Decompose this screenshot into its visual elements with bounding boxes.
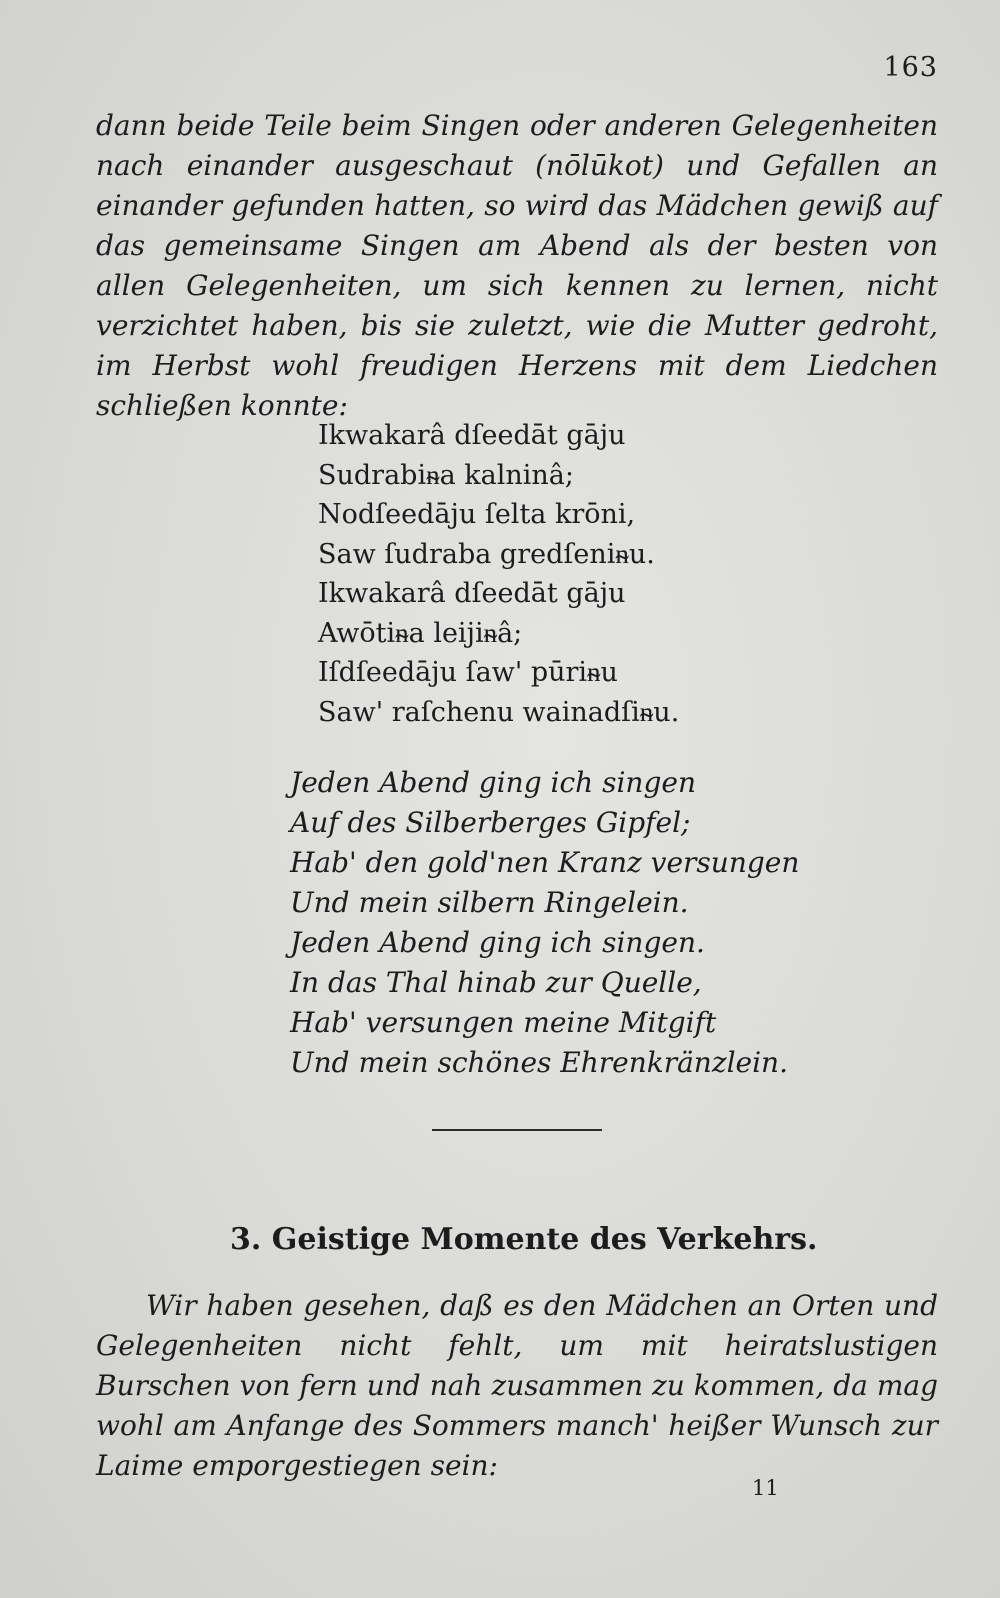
- verse-line: Nodſeedāju ſelta krōni,: [318, 499, 636, 530]
- signature-mark: 11: [752, 1476, 779, 1500]
- verse-line: In das Thal hinab zur Quelle,: [290, 966, 702, 999]
- verse-line: Hab' den gold'nen Kranz versungen: [290, 846, 800, 879]
- verse-line: Ikwakarâ dſeedāt gāju: [318, 578, 626, 609]
- verse-line: Hab' versungen meine Mitgift: [290, 1006, 717, 1039]
- verse-line: Jeden Abend ging ich singen: [290, 766, 696, 799]
- page-number: 163: [883, 52, 938, 83]
- latvian-verse: [318, 420, 679, 736]
- section-divider: [432, 1129, 602, 1131]
- verse-line: Sudrabiᵰa kalninâ;: [318, 459, 574, 491]
- paragraph-intro: dann beide Teile beim Singen oder anderen Gelegenheiten nach einander ausgeschaut (nōlūkot) und Gefallen an einander gefunden hatten, so wird das Mädchen gewiß auf das gemeinsame Singen am Abend als der besten von allen Gelegenheiten, um sich kennen zu lernen, nicht verzichtet haben, bis sie zuletzt, wie die Mutter gedroht, im Herbst wohl freudigen Herzens mit dem Liedchen schließen konnte:: [96, 109, 938, 422]
- verse-line: Saw ſudraba gredſeniᵰu.: [318, 538, 655, 570]
- verse-line: Iſdſeedāju ſaw' pūriᵰu: [318, 657, 618, 688]
- verse-line: Ikwakarâ dſeedāt gāju: [318, 420, 626, 451]
- verse-line: Und mein silbern Ringelein.: [290, 886, 689, 919]
- paragraph-section: Wir haben gesehen, daß es den Mädchen an Orten und Gelegenheiten nicht fehlt, um mit heiratslustigen Burschen von fern und nah zusammen zu kommen, da mag wohl am Anfange des Sommers manch' heißer Wunsch zur Laime emporgestiegen sein:: [96, 1289, 938, 1482]
- verse-line: Auf des Silberberges Gipfel;: [290, 806, 691, 839]
- section-heading: 3. Geistige Momente des Verkehrs.: [230, 1222, 818, 1257]
- verse-line: Saw' raſchenu wainadſiᵰu.: [318, 696, 680, 728]
- verse-line: Und mein schönes Ehrenkränzlein.: [290, 1046, 788, 1079]
- verse-line: Jeden Abend ging ich singen.: [290, 926, 705, 959]
- german-verse: [290, 766, 799, 1086]
- verse-line: Awōtiᵰa leijiᵰâ;: [318, 617, 523, 649]
